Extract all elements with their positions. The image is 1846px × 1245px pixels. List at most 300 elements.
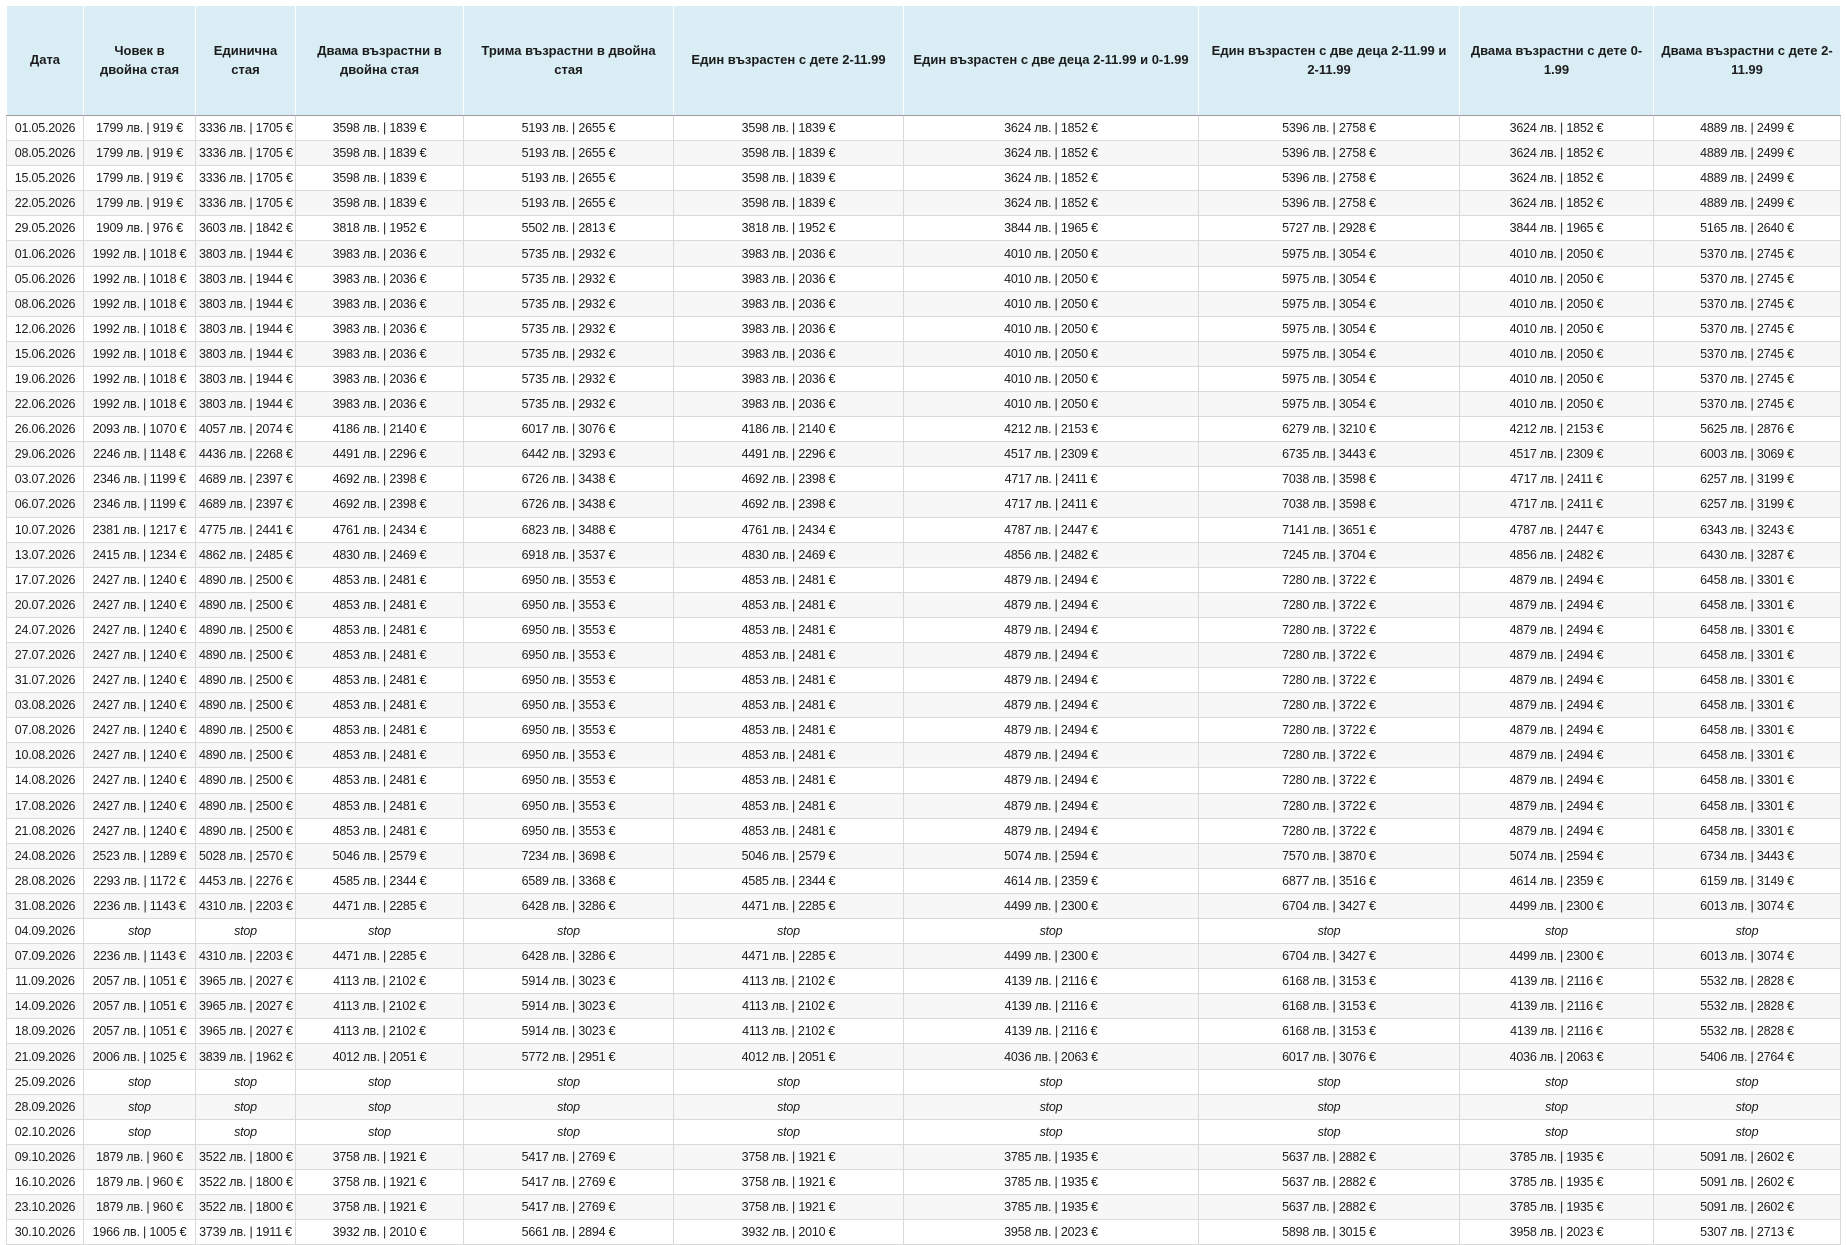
price-cell: 4890 лв. | 2500 €: [196, 567, 296, 592]
price-cell: 4879 лв. | 2494 €: [1460, 768, 1654, 793]
price-cell: 3839 лв. | 1962 €: [196, 1044, 296, 1069]
price-cell: 6428 лв. | 3286 €: [464, 944, 674, 969]
price-cell: 5637 лв. | 2882 €: [1199, 1195, 1460, 1220]
price-cell: 5735 лв. | 2932 €: [464, 316, 674, 341]
price-cell: 4614 лв. | 2359 €: [1460, 868, 1654, 893]
price-cell: 3336 лв. | 1705 €: [196, 191, 296, 216]
price-cell: 4879 лв. | 2494 €: [1460, 642, 1654, 667]
table-row: [7, 1220, 1841, 1245]
price-cell: 4853 лв. | 2481 €: [296, 793, 464, 818]
price-cell: 3965 лв. | 2027 €: [196, 969, 296, 994]
price-cell: 5772 лв. | 2951 €: [464, 1044, 674, 1069]
stop-cell: stop: [674, 1119, 904, 1144]
price-cell: 2427 лв. | 1240 €: [84, 718, 196, 743]
price-cell: 6589 лв. | 3368 €: [464, 868, 674, 893]
table-row: [7, 542, 1841, 567]
price-cell: 4471 лв. | 2285 €: [296, 944, 464, 969]
price-cell: 4057 лв. | 2074 €: [196, 417, 296, 442]
stop-cell: stop: [84, 1119, 196, 1144]
price-cell: 4010 лв. | 2050 €: [904, 266, 1199, 291]
price-cell: 5370 лв. | 2745 €: [1654, 241, 1841, 266]
table-row: [7, 793, 1841, 818]
price-cell: 4499 лв. | 2300 €: [1460, 944, 1654, 969]
price-cell: 5396 лв. | 2758 €: [1199, 141, 1460, 166]
stop-cell: stop: [674, 1069, 904, 1094]
date-cell: 08.06.2026: [7, 291, 84, 316]
price-cell: 4879 лв. | 2494 €: [1460, 567, 1654, 592]
price-cell: 2093 лв. | 1070 €: [84, 417, 196, 442]
price-cell: 3598 лв. | 1839 €: [674, 141, 904, 166]
price-cell: 4853 лв. | 2481 €: [296, 768, 464, 793]
price-cell: 7038 лв. | 3598 €: [1199, 467, 1460, 492]
table-row: [7, 241, 1841, 266]
price-cell: 4853 лв. | 2481 €: [674, 743, 904, 768]
price-cell: 6013 лв. | 3074 €: [1654, 944, 1841, 969]
price-cell: 3983 лв. | 2036 €: [674, 291, 904, 316]
price-cell: 4879 лв. | 2494 €: [904, 768, 1199, 793]
date-cell: 05.06.2026: [7, 266, 84, 291]
table-row: [7, 366, 1841, 391]
price-cell: 3803 лв. | 1944 €: [196, 366, 296, 391]
price-cell: 4471 лв. | 2285 €: [674, 893, 904, 918]
price-cell: 4499 лв. | 2300 €: [1460, 893, 1654, 918]
stop-cell: stop: [1654, 1094, 1841, 1119]
date-cell: 15.06.2026: [7, 341, 84, 366]
price-cell: 4879 лв. | 2494 €: [904, 567, 1199, 592]
stop-cell: stop: [296, 919, 464, 944]
stop-cell: stop: [1460, 1094, 1654, 1119]
price-cell: 4010 лв. | 2050 €: [1460, 241, 1654, 266]
price-cell: 3624 лв. | 1852 €: [1460, 116, 1654, 141]
price-cell: 3983 лв. | 2036 €: [674, 341, 904, 366]
price-cell: 5406 лв. | 2764 €: [1654, 1044, 1841, 1069]
price-cell: 5502 лв. | 2813 €: [464, 216, 674, 241]
price-cell: 4853 лв. | 2481 €: [674, 567, 904, 592]
price-cell: 4614 лв. | 2359 €: [904, 868, 1199, 893]
stop-cell: stop: [1199, 919, 1460, 944]
price-cell: 3785 лв. | 1935 €: [1460, 1169, 1654, 1194]
table-row: [7, 141, 1841, 166]
date-cell: 01.05.2026: [7, 116, 84, 141]
price-cell: 4517 лв. | 2309 €: [904, 442, 1199, 467]
price-cell: 4517 лв. | 2309 €: [1460, 442, 1654, 467]
date-cell: 07.08.2026: [7, 718, 84, 743]
price-cell: 4890 лв. | 2500 €: [196, 793, 296, 818]
price-cell: 3983 лв. | 2036 €: [674, 266, 904, 291]
price-cell: 3983 лв. | 2036 €: [296, 341, 464, 366]
price-cell: 4853 лв. | 2481 €: [674, 668, 904, 693]
price-cell: 7280 лв. | 3722 €: [1199, 818, 1460, 843]
price-cell: 3598 лв. | 1839 €: [674, 166, 904, 191]
price-cell: 5370 лв. | 2745 €: [1654, 316, 1841, 341]
table-row: [7, 944, 1841, 969]
price-cell: 4012 лв. | 2051 €: [296, 1044, 464, 1069]
price-cell: 4879 лв. | 2494 €: [904, 743, 1199, 768]
price-cell: 5165 лв. | 2640 €: [1654, 216, 1841, 241]
price-cell: 3758 лв. | 1921 €: [674, 1144, 904, 1169]
table-row: [7, 668, 1841, 693]
price-cell: 4113 лв. | 2102 €: [296, 1019, 464, 1044]
date-cell: 17.07.2026: [7, 567, 84, 592]
price-cell: 5735 лв. | 2932 €: [464, 291, 674, 316]
price-table-body: [7, 116, 1841, 1245]
price-cell: 7141 лв. | 3651 €: [1199, 517, 1460, 542]
price-cell: 3598 лв. | 1839 €: [674, 116, 904, 141]
price-cell: 6918 лв. | 3537 €: [464, 542, 674, 567]
price-cell: 3336 лв. | 1705 €: [196, 141, 296, 166]
price-cell: 3983 лв. | 2036 €: [674, 366, 904, 391]
price-cell: 6950 лв. | 3553 €: [464, 743, 674, 768]
price-cell: 3932 лв. | 2010 €: [674, 1220, 904, 1245]
price-cell: 7280 лв. | 3722 €: [1199, 617, 1460, 642]
price-cell: 6257 лв. | 3199 €: [1654, 492, 1841, 517]
table-row: [7, 919, 1841, 944]
price-cell: 4853 лв. | 2481 €: [674, 693, 904, 718]
date-cell: 04.09.2026: [7, 919, 84, 944]
price-cell: 6704 лв. | 3427 €: [1199, 944, 1460, 969]
price-column-header: Двама възрастни в двойна стая: [296, 6, 464, 116]
price-cell: 3598 лв. | 1839 €: [296, 141, 464, 166]
price-cell: 5735 лв. | 2932 €: [464, 392, 674, 417]
price-cell: 6458 лв. | 3301 €: [1654, 642, 1841, 667]
price-cell: 6726 лв. | 3438 €: [464, 492, 674, 517]
price-cell: 4491 лв. | 2296 €: [296, 442, 464, 467]
date-cell: 18.09.2026: [7, 1019, 84, 1044]
price-cell: 4879 лв. | 2494 €: [904, 642, 1199, 667]
stop-cell: stop: [1199, 1069, 1460, 1094]
price-cell: 3598 лв. | 1839 €: [296, 166, 464, 191]
price-cell: 1799 лв. | 919 €: [84, 166, 196, 191]
date-cell: 03.08.2026: [7, 693, 84, 718]
date-cell: 21.09.2026: [7, 1044, 84, 1069]
price-cell: 4010 лв. | 2050 €: [904, 366, 1199, 391]
date-cell: 29.06.2026: [7, 442, 84, 467]
date-cell: 19.06.2026: [7, 366, 84, 391]
table-row: [7, 291, 1841, 316]
price-column-header: Двама възрастни с дете 2-11.99: [1654, 6, 1841, 116]
price-column-header: Човек в двойна стая: [84, 6, 196, 116]
price-cell: 4139 лв. | 2116 €: [1460, 994, 1654, 1019]
price-cell: 6458 лв. | 3301 €: [1654, 668, 1841, 693]
price-cell: 4761 лв. | 2434 €: [674, 517, 904, 542]
stop-cell: stop: [84, 1069, 196, 1094]
price-cell: 1992 лв. | 1018 €: [84, 241, 196, 266]
price-cell: 4853 лв. | 2481 €: [674, 768, 904, 793]
stop-cell: stop: [196, 919, 296, 944]
table-row: [7, 893, 1841, 918]
price-cell: 3624 лв. | 1852 €: [904, 141, 1199, 166]
price-column-header: Трима възрастни в двойна стая: [464, 6, 674, 116]
price-cell: 4453 лв. | 2276 €: [196, 868, 296, 893]
date-cell: 24.08.2026: [7, 843, 84, 868]
price-cell: 4879 лв. | 2494 €: [1460, 818, 1654, 843]
price-cell: 4010 лв. | 2050 €: [1460, 392, 1654, 417]
price-cell: 3803 лв. | 1944 €: [196, 241, 296, 266]
price-cell: 4139 лв. | 2116 €: [904, 1019, 1199, 1044]
stop-cell: stop: [296, 1119, 464, 1144]
price-cell: 4853 лв. | 2481 €: [296, 617, 464, 642]
price-cell: 3983 лв. | 2036 €: [296, 316, 464, 341]
price-cell: 5975 лв. | 3054 €: [1199, 266, 1460, 291]
price-cell: 6734 лв. | 3443 €: [1654, 843, 1841, 868]
price-cell: 4890 лв. | 2500 €: [196, 668, 296, 693]
price-cell: 3336 лв. | 1705 €: [196, 116, 296, 141]
price-cell: 6458 лв. | 3301 €: [1654, 793, 1841, 818]
price-cell: 4010 лв. | 2050 €: [904, 341, 1199, 366]
price-cell: 6458 лв. | 3301 €: [1654, 768, 1841, 793]
price-cell: 7280 лв. | 3722 €: [1199, 642, 1460, 667]
price-cell: 7280 лв. | 3722 €: [1199, 793, 1460, 818]
price-cell: 1992 лв. | 1018 €: [84, 266, 196, 291]
stop-cell: stop: [904, 1069, 1199, 1094]
price-table: [6, 6, 1841, 1245]
price-cell: 5532 лв. | 2828 €: [1654, 994, 1841, 1019]
price-cell: 5735 лв. | 2932 €: [464, 341, 674, 366]
price-cell: 4012 лв. | 2051 €: [674, 1044, 904, 1069]
price-cell: 4890 лв. | 2500 €: [196, 743, 296, 768]
date-cell: 11.09.2026: [7, 969, 84, 994]
date-cell: 06.07.2026: [7, 492, 84, 517]
price-cell: 6430 лв. | 3287 €: [1654, 542, 1841, 567]
date-cell: 20.07.2026: [7, 592, 84, 617]
price-cell: 1992 лв. | 1018 €: [84, 392, 196, 417]
table-row: [7, 818, 1841, 843]
price-cell: 3983 лв. | 2036 €: [674, 241, 904, 266]
table-row: [7, 492, 1841, 517]
price-cell: 3522 лв. | 1800 €: [196, 1195, 296, 1220]
price-cell: 4862 лв. | 2485 €: [196, 542, 296, 567]
price-cell: 6735 лв. | 3443 €: [1199, 442, 1460, 467]
price-cell: 4471 лв. | 2285 €: [296, 893, 464, 918]
price-cell: 6442 лв. | 3293 €: [464, 442, 674, 467]
price-cell: 3818 лв. | 1952 €: [296, 216, 464, 241]
price-cell: 5914 лв. | 3023 €: [464, 1019, 674, 1044]
table-row: [7, 1144, 1841, 1169]
price-cell: 6726 лв. | 3438 €: [464, 467, 674, 492]
price-cell: 2236 лв. | 1143 €: [84, 944, 196, 969]
date-cell: 10.08.2026: [7, 743, 84, 768]
price-cell: 3598 лв. | 1839 €: [296, 191, 464, 216]
price-cell: 4717 лв. | 2411 €: [1460, 467, 1654, 492]
stop-cell: stop: [464, 1094, 674, 1119]
price-cell: 7245 лв. | 3704 €: [1199, 542, 1460, 567]
price-cell: 7234 лв. | 3698 €: [464, 843, 674, 868]
price-cell: 6950 лв. | 3553 €: [464, 617, 674, 642]
table-row: [7, 467, 1841, 492]
price-cell: 1992 лв. | 1018 €: [84, 341, 196, 366]
stop-cell: stop: [296, 1094, 464, 1119]
price-cell: 5975 лв. | 3054 €: [1199, 316, 1460, 341]
price-cell: 6458 лв. | 3301 €: [1654, 592, 1841, 617]
price-cell: 6013 лв. | 3074 €: [1654, 893, 1841, 918]
price-cell: 4036 лв. | 2063 €: [1460, 1044, 1654, 1069]
stop-cell: stop: [674, 1094, 904, 1119]
table-row: [7, 341, 1841, 366]
price-cell: 4890 лв. | 2500 €: [196, 818, 296, 843]
price-cell: 5625 лв. | 2876 €: [1654, 417, 1841, 442]
price-cell: 4890 лв. | 2500 €: [196, 768, 296, 793]
date-cell: 23.10.2026: [7, 1195, 84, 1220]
table-row: [7, 642, 1841, 667]
price-cell: 3785 лв. | 1935 €: [1460, 1144, 1654, 1169]
price-cell: 5532 лв. | 2828 €: [1654, 969, 1841, 994]
price-cell: 4010 лв. | 2050 €: [1460, 266, 1654, 291]
price-cell: 4010 лв. | 2050 €: [904, 392, 1199, 417]
price-cell: 4856 лв. | 2482 €: [1460, 542, 1654, 567]
price-cell: 4890 лв. | 2500 €: [196, 718, 296, 743]
price-cell: 1992 лв. | 1018 €: [84, 316, 196, 341]
price-cell: 4787 лв. | 2447 €: [1460, 517, 1654, 542]
price-cell: 5307 лв. | 2713 €: [1654, 1220, 1841, 1245]
price-cell: 4879 лв. | 2494 €: [1460, 668, 1654, 693]
table-row: [7, 868, 1841, 893]
price-cell: 4717 лв. | 2411 €: [904, 492, 1199, 517]
price-cell: 5417 лв. | 2769 €: [464, 1169, 674, 1194]
price-cell: 4853 лв. | 2481 €: [296, 668, 464, 693]
table-row: [7, 994, 1841, 1019]
price-cell: 5370 лв. | 2745 €: [1654, 266, 1841, 291]
date-cell: 02.10.2026: [7, 1119, 84, 1144]
price-cell: 6279 лв. | 3210 €: [1199, 417, 1460, 442]
price-cell: 5914 лв. | 3023 €: [464, 994, 674, 1019]
price-cell: 4889 лв. | 2499 €: [1654, 191, 1841, 216]
price-cell: 3785 лв. | 1935 €: [904, 1169, 1199, 1194]
date-cell: 14.08.2026: [7, 768, 84, 793]
price-cell: 4689 лв. | 2397 €: [196, 492, 296, 517]
price-cell: 5727 лв. | 2928 €: [1199, 216, 1460, 241]
price-cell: 4853 лв. | 2481 €: [674, 617, 904, 642]
price-column-header: Един възрастен с две деца 2-11.99 и 2-11.99: [1199, 6, 1460, 116]
price-cell: 5975 лв. | 3054 €: [1199, 366, 1460, 391]
table-row: [7, 617, 1841, 642]
stop-cell: stop: [1654, 919, 1841, 944]
price-cell: 3818 лв. | 1952 €: [674, 216, 904, 241]
price-cell: 7280 лв. | 3722 €: [1199, 718, 1460, 743]
price-cell: 6877 лв. | 3516 €: [1199, 868, 1460, 893]
price-cell: 2293 лв. | 1172 €: [84, 868, 196, 893]
table-row: [7, 116, 1841, 141]
stop-cell: stop: [296, 1069, 464, 1094]
stop-cell: stop: [1654, 1069, 1841, 1094]
price-cell: 4010 лв. | 2050 €: [904, 291, 1199, 316]
table-row: [7, 969, 1841, 994]
price-cell: 4853 лв. | 2481 €: [296, 567, 464, 592]
price-cell: 4471 лв. | 2285 €: [674, 944, 904, 969]
price-cell: 5661 лв. | 2894 €: [464, 1220, 674, 1245]
price-cell: 4853 лв. | 2481 €: [674, 818, 904, 843]
price-cell: 3603 лв. | 1842 €: [196, 216, 296, 241]
price-cell: 6159 лв. | 3149 €: [1654, 868, 1841, 893]
price-cell: 6950 лв. | 3553 €: [464, 718, 674, 743]
date-cell: 26.06.2026: [7, 417, 84, 442]
price-cell: 4853 лв. | 2481 €: [674, 642, 904, 667]
price-cell: 2427 лв. | 1240 €: [84, 818, 196, 843]
price-cell: 4889 лв. | 2499 €: [1654, 141, 1841, 166]
price-cell: 4113 лв. | 2102 €: [296, 994, 464, 1019]
price-cell: 5735 лв. | 2932 €: [464, 241, 674, 266]
price-cell: 3803 лв. | 1944 €: [196, 291, 296, 316]
table-row: [7, 843, 1841, 868]
table-row: [7, 768, 1841, 793]
price-cell: 1909 лв. | 976 €: [84, 216, 196, 241]
date-cell: 10.07.2026: [7, 517, 84, 542]
price-cell: 2427 лв. | 1240 €: [84, 592, 196, 617]
stop-cell: stop: [904, 1119, 1199, 1144]
price-cell: 4139 лв. | 2116 €: [1460, 1019, 1654, 1044]
price-cell: 3803 лв. | 1944 €: [196, 266, 296, 291]
price-cell: 5193 лв. | 2655 €: [464, 166, 674, 191]
price-cell: 4113 лв. | 2102 €: [674, 994, 904, 1019]
price-cell: 6823 лв. | 3488 €: [464, 517, 674, 542]
price-cell: 5028 лв. | 2570 €: [196, 843, 296, 868]
price-cell: 3803 лв. | 1944 €: [196, 392, 296, 417]
price-cell: 1992 лв. | 1018 €: [84, 366, 196, 391]
table-row: [7, 592, 1841, 617]
price-cell: 5637 лв. | 2882 €: [1199, 1169, 1460, 1194]
price-cell: 6017 лв. | 3076 €: [1199, 1044, 1460, 1069]
stop-cell: stop: [1460, 919, 1654, 944]
table-row: [7, 718, 1841, 743]
price-cell: 3624 лв. | 1852 €: [904, 166, 1199, 191]
table-row: [7, 417, 1841, 442]
price-cell: 2427 лв. | 1240 €: [84, 743, 196, 768]
price-cell: 5370 лв. | 2745 €: [1654, 366, 1841, 391]
price-cell: 6950 лв. | 3553 €: [464, 693, 674, 718]
table-row: [7, 216, 1841, 241]
table-row: [7, 191, 1841, 216]
price-cell: 4879 лв. | 2494 €: [904, 668, 1199, 693]
price-cell: 5417 лв. | 2769 €: [464, 1144, 674, 1169]
stop-cell: stop: [1654, 1119, 1841, 1144]
price-cell: 4692 лв. | 2398 €: [674, 492, 904, 517]
price-cell: 6950 лв. | 3553 €: [464, 668, 674, 693]
price-cell: 3336 лв. | 1705 €: [196, 166, 296, 191]
table-row: [7, 1169, 1841, 1194]
price-cell: 3958 лв. | 2023 €: [904, 1220, 1199, 1245]
price-cell: 5091 лв. | 2602 €: [1654, 1169, 1841, 1194]
price-cell: 4890 лв. | 2500 €: [196, 617, 296, 642]
stop-cell: stop: [464, 1069, 674, 1094]
price-cell: 3758 лв. | 1921 €: [296, 1144, 464, 1169]
table-row: [7, 1195, 1841, 1220]
table-row: [7, 1019, 1841, 1044]
price-cell: 4010 лв. | 2050 €: [1460, 291, 1654, 316]
price-cell: 4853 лв. | 2481 €: [674, 793, 904, 818]
table-row: [7, 517, 1841, 542]
table-row: [7, 266, 1841, 291]
price-cell: 7280 лв. | 3722 €: [1199, 768, 1460, 793]
price-cell: 3844 лв. | 1965 €: [904, 216, 1199, 241]
price-cell: 4212 лв. | 2153 €: [904, 417, 1199, 442]
price-cell: 7280 лв. | 3722 €: [1199, 567, 1460, 592]
price-cell: 2523 лв. | 1289 €: [84, 843, 196, 868]
price-cell: 4436 лв. | 2268 €: [196, 442, 296, 467]
date-cell: 15.05.2026: [7, 166, 84, 191]
price-cell: 4853 лв. | 2481 €: [296, 718, 464, 743]
price-cell: 3983 лв. | 2036 €: [296, 392, 464, 417]
price-cell: 7280 лв. | 3722 €: [1199, 668, 1460, 693]
price-cell: 3965 лв. | 2027 €: [196, 1019, 296, 1044]
date-cell: 28.08.2026: [7, 868, 84, 893]
price-cell: 5637 лв. | 2882 €: [1199, 1144, 1460, 1169]
price-cell: 2057 лв. | 1051 €: [84, 994, 196, 1019]
date-cell: 03.07.2026: [7, 467, 84, 492]
price-cell: 4717 лв. | 2411 €: [1460, 492, 1654, 517]
price-cell: 3758 лв. | 1921 €: [674, 1169, 904, 1194]
price-cell: 5532 лв. | 2828 €: [1654, 1019, 1841, 1044]
price-cell: 5193 лв. | 2655 €: [464, 191, 674, 216]
date-column-header: Дата: [7, 6, 84, 116]
